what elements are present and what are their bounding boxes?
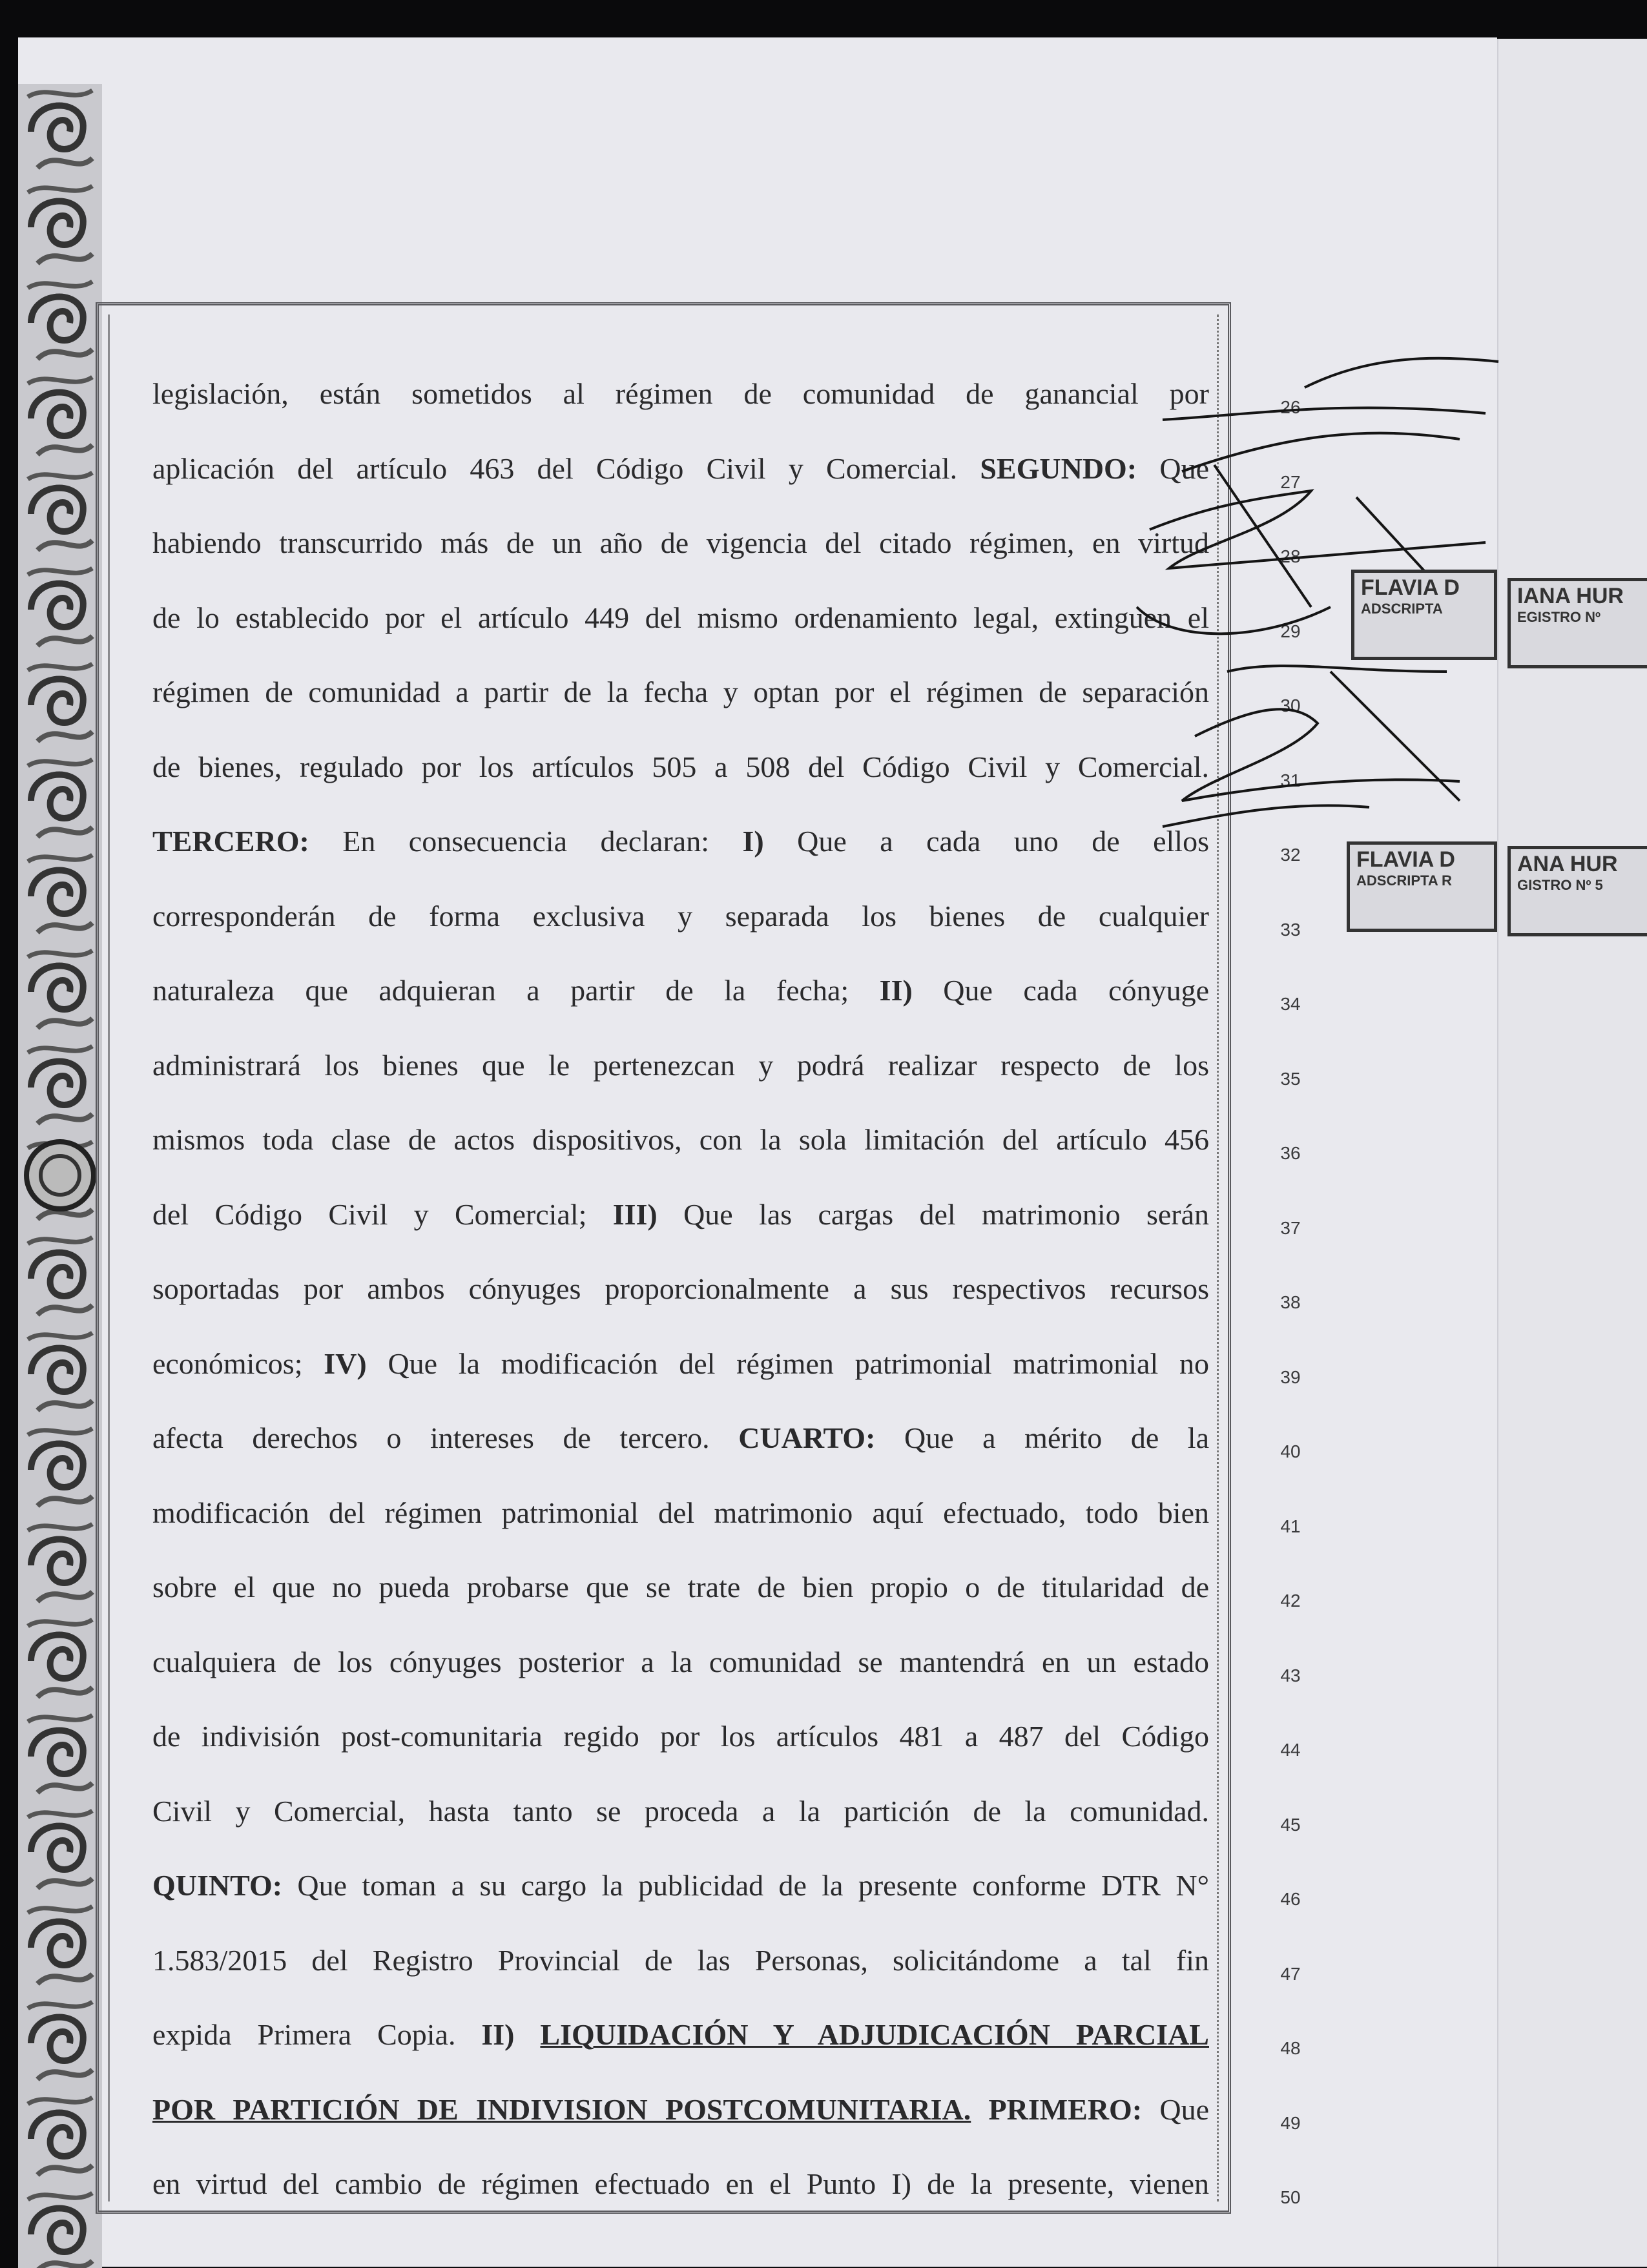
line-number: 43	[1280, 1665, 1301, 1686]
notary-stamp	[1351, 570, 1497, 660]
text-line	[152, 1191, 1209, 1266]
text-run: sobre el que no pueda probarse que se trate de bien propio o de titularidad de	[152, 1571, 1209, 1603]
text-run: II)	[481, 2018, 515, 2051]
text-run: mismos toda clase de actos dispositivos, con la sola limitación del artículo 456	[152, 1123, 1209, 1156]
document-body	[152, 371, 1209, 2236]
text-run	[515, 2018, 541, 2051]
text-run: legislación, están sometidos al régimen de comunidad de ganancial por	[152, 377, 1209, 410]
text-run: de lo establecido por el artículo 449 del mismo ordenamiento legal, extinguen el	[152, 601, 1209, 634]
text-line	[152, 1564, 1209, 1639]
text-line	[152, 520, 1209, 595]
text-line	[152, 1266, 1209, 1341]
text-line	[152, 893, 1209, 968]
text-run: Que cada cónyuge	[912, 974, 1209, 1007]
text-run: habiendo transcurrido más de un año de vigencia del citado régimen, en virtud	[152, 526, 1209, 559]
line-number: 26	[1280, 397, 1301, 417]
text-run: naturaleza que adquieran a partir de la fecha;	[152, 974, 880, 1007]
line-number: 36	[1280, 1143, 1301, 1163]
text-line	[152, 2012, 1209, 2087]
text-run: expida Primera Copia.	[152, 2018, 482, 2051]
text-run: I)	[742, 825, 764, 858]
text-run	[152, 2093, 971, 2126]
line-number: 27	[1280, 471, 1301, 492]
line-number: 39	[1280, 1366, 1301, 1387]
line-number: 48	[1280, 2038, 1301, 2058]
underlined-heading: LIQUIDACIÓN Y ADJUDICACIÓN PARCIAL	[540, 2018, 1209, 2051]
line-number: 34	[1280, 994, 1301, 1014]
text-run: III)	[612, 1197, 658, 1231]
stamp-name: FLAVIA D	[1361, 575, 1460, 600]
text-line	[152, 967, 1209, 1042]
text-run: del Código Civil y Comercial;	[152, 1197, 613, 1231]
line-number: 50	[1280, 2187, 1301, 2207]
line-number: 28	[1280, 546, 1301, 566]
text-line	[152, 446, 1209, 521]
line-number: 40	[1280, 1441, 1301, 1461]
line-number: 47	[1280, 1963, 1301, 1984]
stamp-title: GISTRO Nº 5	[1517, 877, 1603, 893]
text-run: afecta derechos o intereses de tercero.	[152, 1421, 739, 1454]
stamp-title: ADSCRIPTA	[1361, 601, 1443, 617]
text-line	[152, 1117, 1209, 1191]
text-line	[152, 1713, 1209, 1788]
notary-stamp	[1347, 841, 1497, 932]
text-line	[152, 1341, 1209, 1416]
text-run: TERCERO:	[152, 825, 309, 858]
text-run: de bienes, regulado por los artículos 505 a 508 del Código Civil y Comercial.	[152, 750, 1209, 783]
underlined-heading: POR PARTICIÓN DE INDIVISION POSTCOMUNITARIA.	[152, 2092, 971, 2126]
line-number: 35	[1280, 1068, 1301, 1089]
line-number: 49	[1280, 2112, 1301, 2133]
text-line	[152, 371, 1209, 446]
line-number: 33	[1280, 919, 1301, 940]
text-run: II)	[879, 974, 913, 1007]
line-number: 30	[1280, 696, 1301, 716]
text-run: QUINTO:	[152, 1869, 283, 1902]
line-number: 45	[1280, 1814, 1301, 1835]
line-number: 42	[1280, 1591, 1301, 1611]
text-line	[152, 744, 1209, 819]
text-line	[152, 1862, 1209, 1937]
text-run: soportadas por ambos cónyuges proporcionalmente a sus respectivos recursos	[152, 1272, 1209, 1305]
text-line	[152, 1415, 1209, 1490]
text-run: régimen de comunidad a partir de la fecha y optan por el régimen de separación	[152, 675, 1209, 708]
notary-stamp	[1507, 846, 1647, 936]
text-line	[152, 2161, 1209, 2236]
text-run: modificación del régimen patrimonial del matrimonio aquí efectuado, todo bien	[152, 1496, 1209, 1529]
text-line	[152, 1937, 1209, 2012]
stamp-title: ADSCRIPTA R	[1356, 872, 1452, 889]
text-line	[152, 1639, 1209, 1714]
line-number: 44	[1280, 1740, 1301, 1760]
notary-stamp	[1507, 578, 1647, 668]
text-run: Que las cargas del matrimonio serán	[657, 1197, 1209, 1231]
text-run: Que toman a su cargo la publicidad de la presente conforme DTR N°	[282, 1869, 1209, 1902]
text-run: administrará los bienes que le pertenezcan y podrá realizar respecto de los	[152, 1048, 1209, 1082]
text-run: en virtud del cambio de régimen efectuado en el Punto I) de la presente, vienen	[152, 2167, 1209, 2200]
text-run	[540, 2018, 1209, 2051]
text-run: Que a mérito de la	[875, 1421, 1209, 1454]
stamp-name: ANA HUR	[1517, 852, 1618, 876]
text-run: 1.583/2015 del Registro Provincial de las Personas, solicitándome a tal fin	[152, 1943, 1209, 1977]
text-run: Que	[1137, 451, 1209, 485]
text-line	[152, 1788, 1209, 1863]
stamp-title: EGISTRO Nº	[1517, 609, 1601, 625]
decorative-margin-border	[18, 84, 102, 2268]
text-run: económicos;	[152, 1346, 324, 1380]
line-number: 38	[1280, 1292, 1301, 1312]
text-run: Civil y Comercial, hasta tanto se proceda a la partición de la comunidad.	[152, 1794, 1209, 1828]
text-line	[152, 1490, 1209, 1565]
line-number: 46	[1280, 1889, 1301, 1909]
line-number: 31	[1280, 770, 1301, 790]
text-run: CUARTO:	[738, 1421, 876, 1454]
scroll-ornament-icon	[18, 84, 102, 2268]
stamp-name: IANA HUR	[1517, 584, 1624, 608]
text-run: Que a cada uno de ellos	[763, 825, 1209, 858]
text-run: de indivisión post-comunitaria regido por los artículos 481 a 487 del Código	[152, 1720, 1209, 1753]
text-run: Que la modificación del régimen patrimonial matrimonial no	[366, 1346, 1209, 1380]
line-number: 32	[1280, 845, 1301, 865]
text-run: En consecuencia declaran:	[309, 825, 743, 858]
line-number: 29	[1280, 621, 1301, 641]
text-line	[152, 2087, 1209, 2161]
text-run: Que	[1142, 2092, 1209, 2126]
text-run: corresponderán de forma exclusiva y separada los bienes de cualquier	[152, 899, 1209, 933]
stamp-name: FLAVIA D	[1356, 847, 1455, 872]
line-number: 37	[1280, 1217, 1301, 1238]
text-line	[152, 1042, 1209, 1117]
text-line	[152, 595, 1209, 670]
text-run	[971, 2093, 988, 2126]
text-run: aplicación del artículo 463 del Código Civil y Comercial.	[152, 451, 980, 485]
text-run: IV)	[324, 1346, 367, 1380]
text-run: cualquiera de los cónyuges posterior a la comunidad se mantendrá en un estado	[152, 1645, 1209, 1678]
text-run: PRIMERO:	[988, 2092, 1143, 2126]
text-run: SEGUNDO:	[980, 451, 1137, 485]
text-line	[152, 818, 1209, 893]
text-line	[152, 669, 1209, 744]
line-number: 41	[1280, 1516, 1301, 1536]
